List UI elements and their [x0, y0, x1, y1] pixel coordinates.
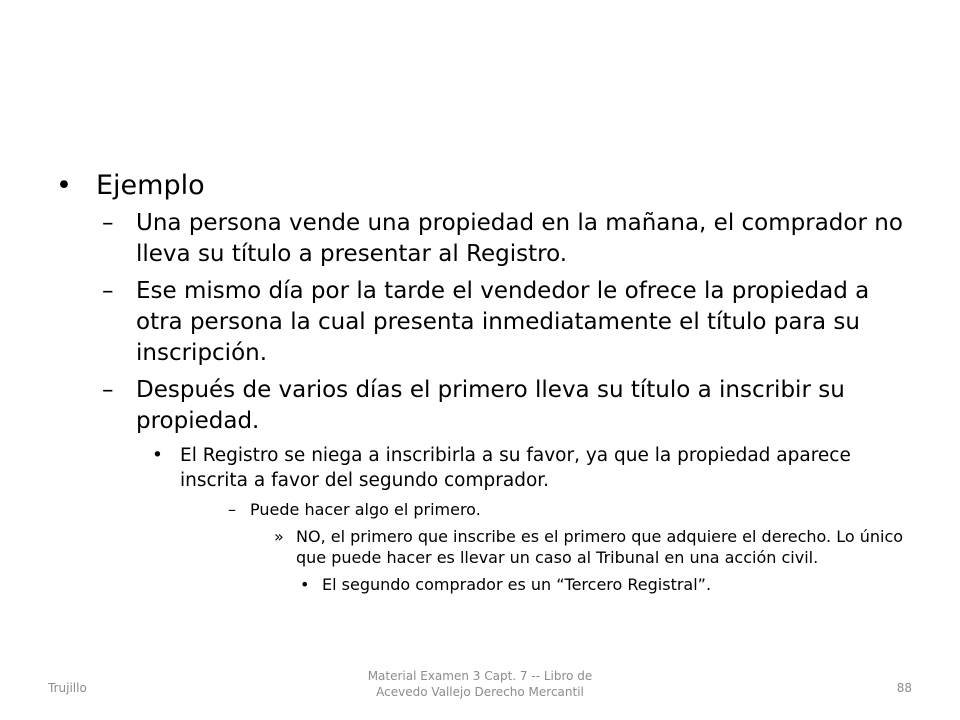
dash-marker: – — [102, 377, 114, 403]
bullet-persona-vende — [102, 208, 916, 270]
footer-author: Trujillo — [48, 681, 87, 695]
bullet-puede-hacer — [228, 499, 916, 520]
footer-title-line2: Acevedo Vallejo Derecho Mercantil — [376, 685, 584, 699]
bullet-text: NO, el primero que inscribe es el primero que adquiere el derecho. Lo único que puede hacer es llevar un caso al Tribunal en una acción civil. — [296, 527, 904, 567]
bullet-mismo-dia — [102, 276, 916, 369]
bullet-tercero-registral — [300, 574, 916, 595]
bullet-varios-dias — [102, 375, 916, 437]
bullet-no-primero — [274, 526, 916, 568]
bullet-registro-niega — [152, 443, 916, 493]
bullet-text: El Registro se niega a inscribirla a su favor, ya que la propiedad aparece inscrita a favor del segundo comprador. — [180, 445, 851, 491]
guillemet-marker: » — [274, 527, 284, 546]
bullet-text: Después de varios días el primero lleva su título a inscribir su propiedad. — [136, 377, 845, 434]
bullet-marker: • — [152, 445, 163, 466]
bullet-text: Ejemplo — [96, 170, 205, 201]
bullet-ejemplo — [56, 168, 916, 204]
bullet-text: Una persona vende una propiedad en la mañana, el comprador no lleva su título a presentar al Registro. — [136, 210, 903, 267]
dash-marker: – — [102, 278, 114, 304]
bullet-text: Ese mismo día por la tarde el vendedor le ofrece la propiedad a otra persona la cual presenta inmediatamente el título para su inscripción. — [136, 278, 870, 366]
bullet-text: Puede hacer algo el primero. — [250, 500, 481, 519]
slide-content — [56, 168, 916, 595]
bullet-marker: • — [300, 575, 310, 594]
footer-title — [330, 668, 630, 700]
dash-marker: – — [102, 210, 114, 236]
bullet-marker: • — [56, 170, 72, 201]
footer-title-line1: Material Examen 3 Capt. 7 -- Libro de — [367, 669, 593, 683]
dash-marker: – — [228, 500, 236, 519]
slide-number: 88 — [896, 681, 912, 695]
bullet-text: El segundo comprador es un “Tercero Registral”. — [322, 575, 712, 594]
